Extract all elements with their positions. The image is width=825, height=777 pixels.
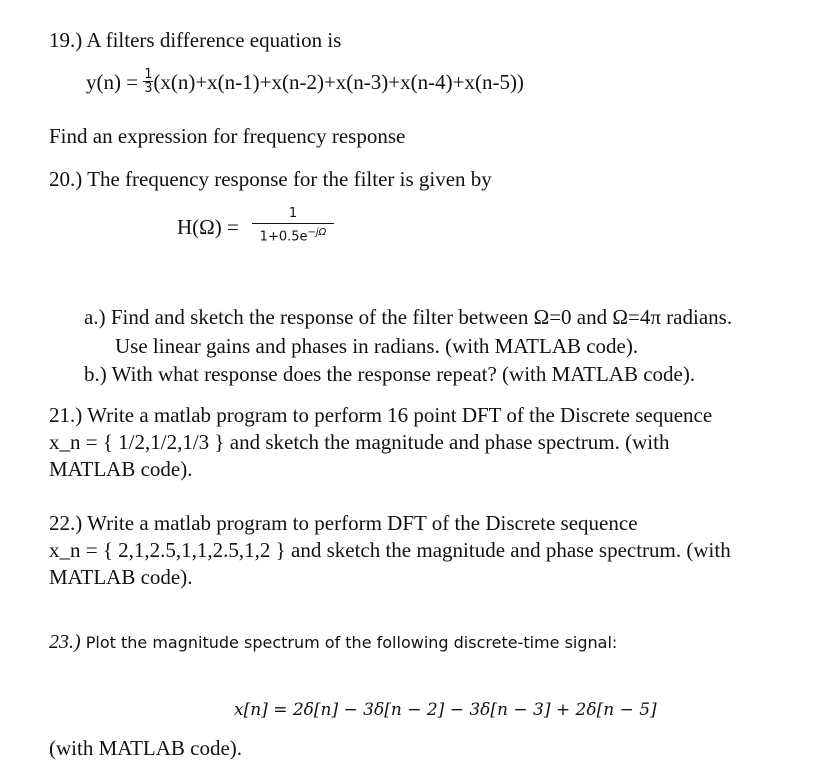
q20-part-a-line2: Use linear gains and phases in radians. (with MATLAB code). [115, 334, 639, 358]
q23-text: Plot the magnitude spectrum of the following discrete-time signal: [80, 633, 618, 652]
q21-line3: MATLAB code). [49, 457, 193, 481]
q19-frac-num: 1 [144, 66, 153, 82]
q20-part-b: b.) With what response does the response repeat? (with MATLAB code). [84, 362, 696, 386]
q19-heading: 19.) A filters difference equation is [49, 28, 342, 52]
q20-h-fraction [252, 206, 334, 246]
q22-line1: 22.) Write a matlab program to perform DFT of the Discrete sequence [49, 511, 638, 535]
q20-heading: 20.) The frequency response for the filter is given by [49, 167, 492, 191]
q19-fraction [143, 68, 153, 95]
q19-frac-den: 3 [144, 80, 153, 96]
q19-equation [86, 66, 524, 96]
q19-task: Find an expression for frequency response [49, 124, 406, 148]
q20-h-den-base: 1+0.5e [259, 229, 308, 245]
q21-line2: x_n = { 1/2,1/2,1/3 } and sketch the magnitude and phase spectrum. (with [49, 430, 670, 454]
q20-h-num: 1 [288, 206, 298, 221]
q22-line3: MATLAB code). [49, 565, 193, 589]
q20-h-lhs: H(Ω) = [177, 215, 239, 239]
q19-eq-rhs: (x(n)+x(n-1)+x(n-2)+x(n-3)+x(n-4)+x(n-5)) [153, 70, 524, 94]
q23-number: 23.) [49, 631, 81, 653]
q23-equation: x[n] = 2δ[n] − 3δ[n − 2] − 3δ[n − 3] + 2δ[n − 5] [234, 700, 657, 720]
q20-h-den-exp: −jΩ [307, 227, 327, 238]
q23-heading [49, 631, 617, 652]
q23-footer: (with MATLAB code). [49, 736, 243, 760]
q20-part-a-line1: a.) Find and sketch the response of the filter between Ω=0 and Ω=4π radians. [84, 305, 733, 329]
q19-eq-lhs: y(n) = [86, 70, 144, 94]
q20-h-den [252, 224, 334, 246]
q22-line2: x_n = { 2,1,2.5,1,1,2.5,1,2 } and sketch the magnitude and phase spectrum. (with [49, 538, 731, 562]
q21-line1: 21.) Write a matlab program to perform 16 point DFT of the Discrete sequence [49, 403, 713, 427]
